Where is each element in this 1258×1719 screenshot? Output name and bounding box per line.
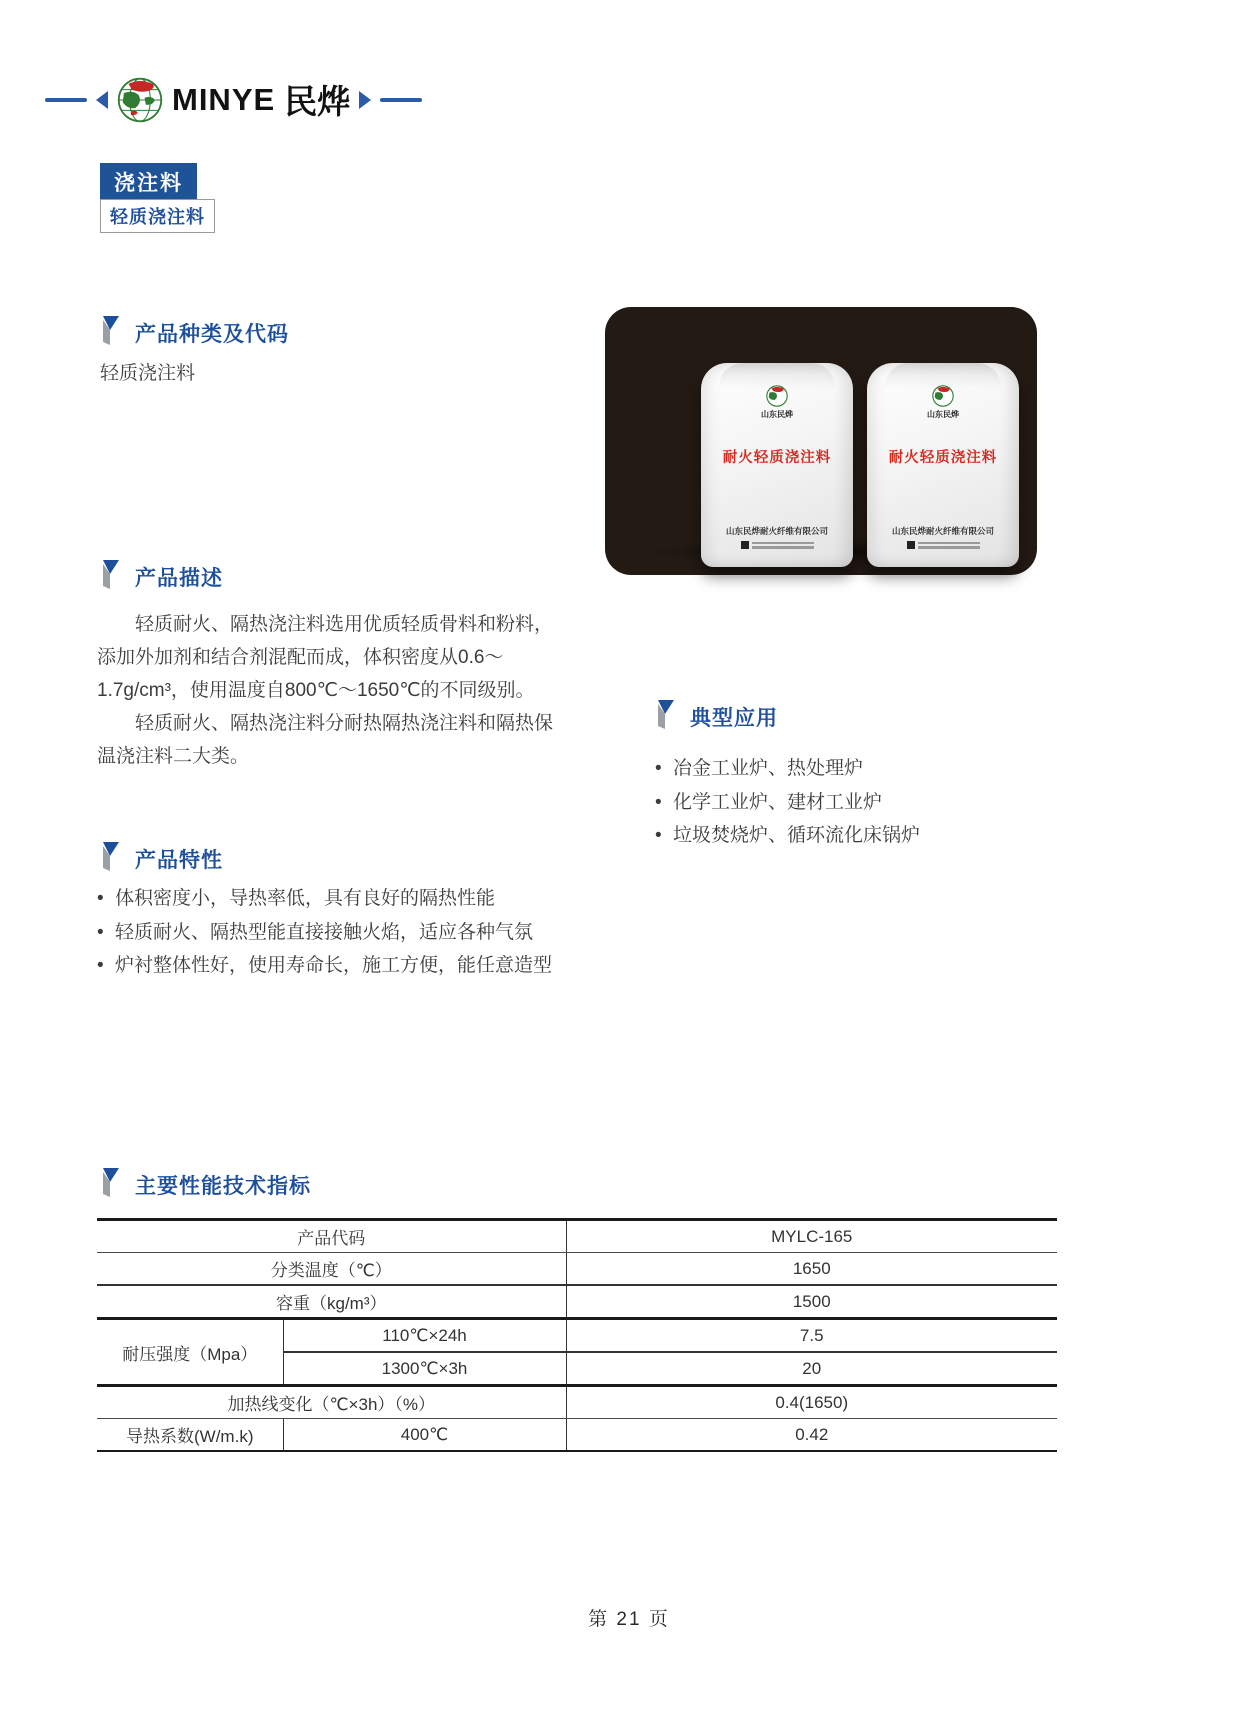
- table-row: [97, 1253, 1057, 1286]
- section-heading-applications: [655, 700, 778, 732]
- spec-group-label: 耐压强度（Mpa）: [97, 1319, 283, 1386]
- list-item: • 轻质耐火、隔热型能直接接触火焰，适应各种气氛: [97, 916, 577, 950]
- spec-sub-label: 1300℃×3h: [283, 1352, 566, 1386]
- bag-brand-text: 山东民烨: [761, 409, 793, 419]
- header-rule-right-icon: [380, 98, 422, 102]
- product-photo: [605, 307, 1037, 575]
- section-marker-icon: [100, 560, 119, 590]
- section-heading-features: [100, 842, 223, 874]
- list-item: • 化学工业炉、建材工业炉: [655, 786, 1075, 820]
- list-item: • 垃圾焚烧炉、循环流化床锅炉: [655, 819, 1075, 853]
- features-list: [97, 882, 577, 983]
- header-logo: [45, 76, 422, 123]
- spec-sub-label: 400℃: [283, 1419, 566, 1452]
- section-marker-icon: [100, 316, 119, 346]
- spec-value: 0.42: [795, 1424, 829, 1444]
- left-triangle-icon: [96, 91, 108, 109]
- table-row: [97, 1419, 1057, 1452]
- spec-value: 0.4(1650): [566, 1386, 1057, 1419]
- bag-contact-lines: [752, 542, 814, 549]
- qr-code-icon: [907, 541, 915, 549]
- applications-list: [655, 752, 1075, 853]
- spec-label: 加热线变化（℃×3h）（%）: [97, 1386, 566, 1419]
- product-bag-right: [867, 363, 1019, 567]
- category-badge: 浇注料: [100, 163, 197, 201]
- brand-name-cn: 民烨: [284, 82, 351, 121]
- section-marker-icon: [655, 700, 674, 730]
- spec-sub-label: 110℃×24h: [283, 1319, 566, 1353]
- right-triangle-icon: [359, 91, 371, 109]
- header-rule-left-icon: [45, 98, 87, 102]
- spec-value: 7.5: [566, 1319, 1057, 1353]
- brand-name-en: MINYE: [172, 81, 276, 117]
- list-item: • 体积密度小，导热率低，具有良好的隔热性能: [97, 882, 577, 916]
- bag-company-name: 山东民烨耐火纤维有限公司: [891, 526, 994, 536]
- table-row: [97, 1220, 1057, 1253]
- section-marker-icon: [100, 842, 119, 872]
- list-item: • 炉衬整体性好，使用寿命长，施工方便，能任意造型: [97, 949, 577, 983]
- section-heading-types: [100, 316, 289, 348]
- spec-value: 20: [566, 1352, 1057, 1386]
- section-title: 产品种类及代码: [135, 323, 289, 346]
- types-body-text: 轻质浇注料: [100, 363, 196, 384]
- list-item: • 冶金工业炉、热处理炉: [655, 752, 1075, 786]
- description-paragraph-1: 轻质耐火、隔热浇注料选用优质轻质骨料和粉料，添加外加剂和结合剂混配而成，体积密度从0.6～1.7g/cm³，使用温度自800℃～1650℃的不同级别。: [97, 614, 554, 701]
- bag-contact-block: [907, 541, 980, 549]
- spec-value: MYLC-165: [566, 1220, 1057, 1253]
- section-heading-specs: [100, 1168, 311, 1200]
- bag-contact-lines: [918, 542, 980, 549]
- bag-globe-logo-icon: [766, 385, 788, 407]
- bag-globe-logo-icon: [932, 385, 954, 407]
- description-text: [97, 608, 565, 773]
- bag-brand-text: 山东民烨: [927, 409, 959, 419]
- section-marker-icon: [100, 1168, 119, 1198]
- description-paragraph-2: 轻质耐火、隔热浇注料分耐热隔热浇注料和隔热保温浇注料二大类。: [97, 713, 554, 767]
- table-row: [97, 1285, 1057, 1319]
- bag-product-name: 耐火轻质浇注料: [722, 450, 832, 466]
- qr-code-icon: [741, 541, 749, 549]
- section-title: 主要性能技术指标: [135, 1175, 311, 1198]
- table-row: [97, 1386, 1057, 1419]
- bag-product-name: 耐火轻质浇注料: [888, 450, 998, 466]
- section-title: 典型应用: [690, 707, 778, 730]
- product-bag-left: [701, 363, 853, 567]
- spec-label: 容重（kg/m³）: [97, 1285, 566, 1319]
- section-heading-description: [100, 560, 223, 592]
- bag-company-name: 山东民烨耐火纤维有限公司: [725, 526, 828, 536]
- spec-group-label: 导热系数(W/m.k): [97, 1419, 283, 1452]
- spec-table: [97, 1218, 1057, 1452]
- spec-value: 1500: [566, 1285, 1057, 1319]
- table-row: [97, 1319, 1057, 1353]
- spec-label: 产品代码: [97, 1220, 566, 1253]
- bag-contact-block: [741, 541, 814, 549]
- section-title: 产品特性: [135, 849, 223, 872]
- subcategory-badge: 轻质浇注料: [100, 199, 215, 233]
- globe-logo-icon: [117, 77, 163, 123]
- spec-label: 分类温度（℃）: [97, 1253, 566, 1286]
- section-title: 产品描述: [135, 567, 223, 590]
- spec-value: 1650: [566, 1253, 1057, 1286]
- page-number: 第 21 页: [588, 1609, 670, 1630]
